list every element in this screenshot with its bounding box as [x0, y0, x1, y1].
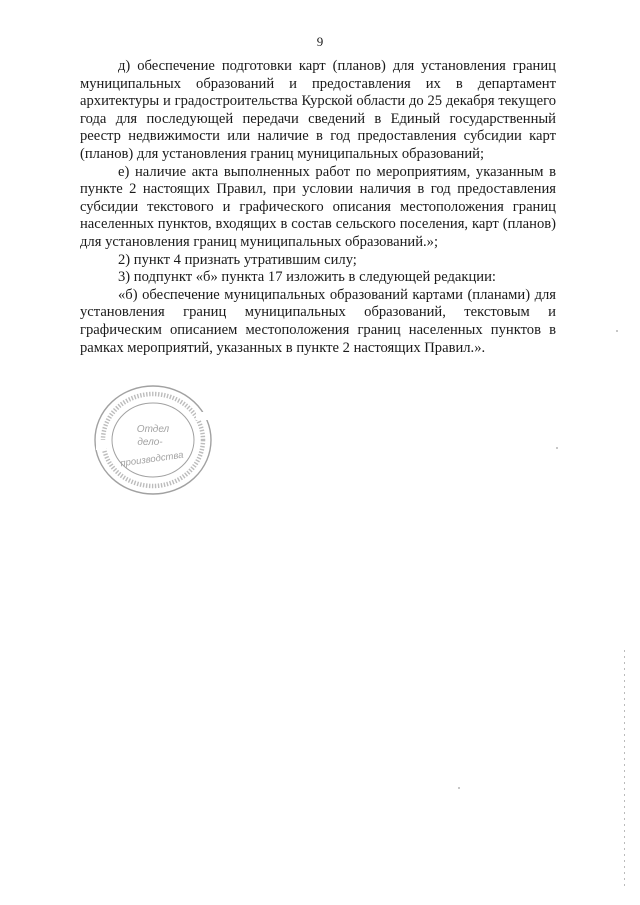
office-stamp	[92, 382, 214, 498]
document-body	[80, 58, 556, 357]
stamp-text-line-1: Отдел	[136, 424, 170, 435]
paragraph-b-new-wording: «б) обеспечение муниципальных образований картами (планами) для установления границ муниципальных образований, текстовым и графическим описанием местоположения границ населенных пунктов в рамках мероприятий, указанных в пункте 2 настоящих Правил.».	[80, 286, 556, 356]
scan-speck	[556, 447, 558, 449]
paragraph-e: е) наличие акта выполненных работ по мероприятиям, указанным в пункте 2 настоящих Правил, при условии наличия в год предоставления субсидии текстового и графического описания местоположения границ населенных пунктов, входящих в состав сельского поселения, карт (планов) для установления границ муниципальных образований.»;	[80, 163, 556, 250]
paragraph-item-3: 3) подпункт «б» пункта 17 изложить в следующей редакции:	[118, 269, 496, 286]
scan-speck	[458, 787, 460, 789]
scan-edge-dotted-line	[624, 650, 625, 890]
page-number: 9	[316, 34, 324, 49]
stamp-text-line-2: дело-	[137, 437, 163, 448]
paragraph-d: д) обеспечение подготовки карт (планов) для установления границ муниципальных образований и предоставления их в департамент архитектуры и градостроительства Курской области до 25 декабря текущего года для последующей передачи сведений в Единый государственный реестр недвижимости или наличие в год предоставления субсидии карт (планов) для установления границ муниципальных образований;	[80, 58, 556, 162]
paragraph-item-2: 2) пункт 4 признать утратившим силу;	[118, 251, 357, 268]
stamp-text-line-3: производства	[119, 449, 185, 470]
scan-speck	[616, 330, 618, 332]
